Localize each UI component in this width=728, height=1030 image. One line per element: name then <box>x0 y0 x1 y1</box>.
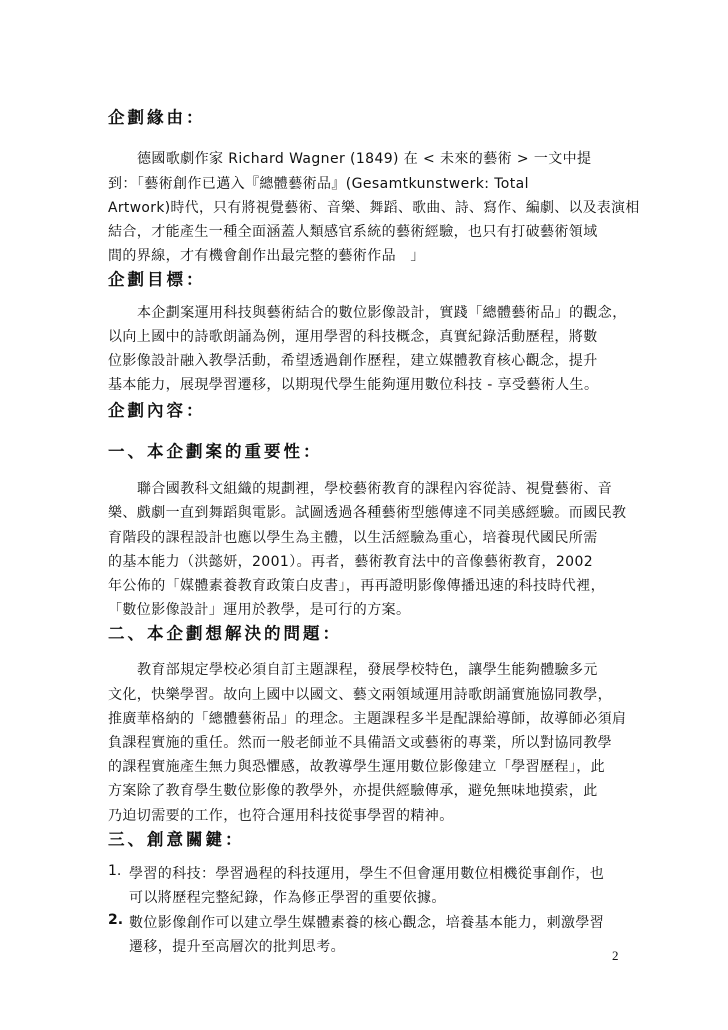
importance-line: 樂、戲劇一直到舞蹈與電影。試圖透過各種藝術型態傳達不同美感經驗。而國民教 <box>108 505 627 521</box>
goal-line: 基本能力，展現學習遷移，以期現代學生能夠運用數位科技 - 享受藝術人生。 <box>108 377 599 393</box>
heading-content: 企劃內容： <box>108 401 206 420</box>
problem-line: 負課程實施的重任。然而一般老師並不具備語文或藝術的專業，所以對協同教學 <box>108 735 612 751</box>
reason-line: 結合，才能產生一種全面涵蓋人類感官系統的藝術經驗，也只有打破藝術領域 <box>108 224 598 240</box>
heading-keys: 三、創意關鍵： <box>108 830 245 849</box>
page-number: 2 <box>612 948 619 963</box>
problem-line: 方案除了教育學生數位影像的教學外，亦提供經驗傳承，避免無味地摸索，此 <box>108 783 598 799</box>
heading-problem: 二、本企劃想解決的問題： <box>108 624 342 643</box>
importance-line: 年公佈的「媒體素養教育政策白皮書」，再再證明影像傳播迅速的科技時代裡， <box>108 578 605 594</box>
list-item-number: 1. <box>108 863 122 879</box>
list-item-line: 學習的科技：學習過程的科技運用，學生不但會運用數位相機從事創作，也 <box>129 866 605 882</box>
reason-line: 間的界線，才有機會創作出最完整的藝術作品 」 <box>108 248 425 264</box>
problem-line: 乃迫切需要的工作，也符合運用科技從事學習的精神。 <box>108 808 454 824</box>
problem-line: 推廣華格納的「總體藝術品」的理念。主題課程多半是配課給導師，故導師必須肩 <box>108 711 627 727</box>
reason-line: 德國歌劇作家 Richard Wagner (1849) 在 < 未來的藝術 > 一文中提 <box>137 151 592 167</box>
importance-line: 聯合國教科文組織的規劃裡，學校藝術教育的課程內容從詩、視覺藝術、音 <box>137 481 613 497</box>
heading-importance: 一、本企劃案的重要性： <box>108 442 323 461</box>
list-item-line: 可以將歷程完整紀錄，作為修正學習的重要依據。 <box>129 890 446 906</box>
reason-line: Artwork)時代，只有將視覺藝術、音樂、舞蹈、歌曲、詩、寫作、編劇、以及表演相 <box>108 200 640 216</box>
importance-line: 「數位影像設計」運用於教學，是可行的方案。 <box>108 602 411 618</box>
importance-line: 育階段的課程設計也應以學生為主體，以生活經驗為重心，培養現代國民所需 <box>108 530 598 546</box>
problem-line: 教育部規定學校必須自訂主題課程，發展學校特色，讓學生能夠體驗多元 <box>137 662 598 678</box>
goal-line: 以向上國中的詩歌朗誦為例，運用學習的科技概念，真實紀錄活動歷程，將數 <box>108 329 598 345</box>
heading-reason: 企劃緣由： <box>108 108 206 127</box>
list-item-line: 遷移，提升至高層次的批判思考。 <box>129 939 345 955</box>
importance-line: 的基本能力（洪懿妍，2001）。再者，藝術教育法中的音像藝術教育，2002 <box>108 554 594 570</box>
list-item-line: 數位影像創作可以建立學生媒體素養的核心觀念，培養基本能力，刺激學習 <box>129 915 605 931</box>
goal-line: 本企劃案運用科技與藝術結合的數位影像設計，實踐「總體藝術品」的觀念， <box>137 305 627 321</box>
list-item-number: 2. <box>108 912 124 928</box>
problem-line: 的課程實施產生無力與恐懼感，故教導學生運用數位影像建立「學習歷程」，此 <box>108 759 605 775</box>
heading-goal: 企劃目標： <box>108 270 206 289</box>
goal-line: 位影像設計融入教學活動，希望透過創作歷程，建立媒體教育核心觀念，提升 <box>108 353 598 369</box>
reason-line: 到：「藝術創作已邁入『總體藝術品』(Gesamtkunstwerk: Total <box>108 176 529 192</box>
problem-line: 文化，快樂學習。故向上國中以國文、藝文兩領域運用詩歌朗誦實施協同教學， <box>108 687 612 703</box>
